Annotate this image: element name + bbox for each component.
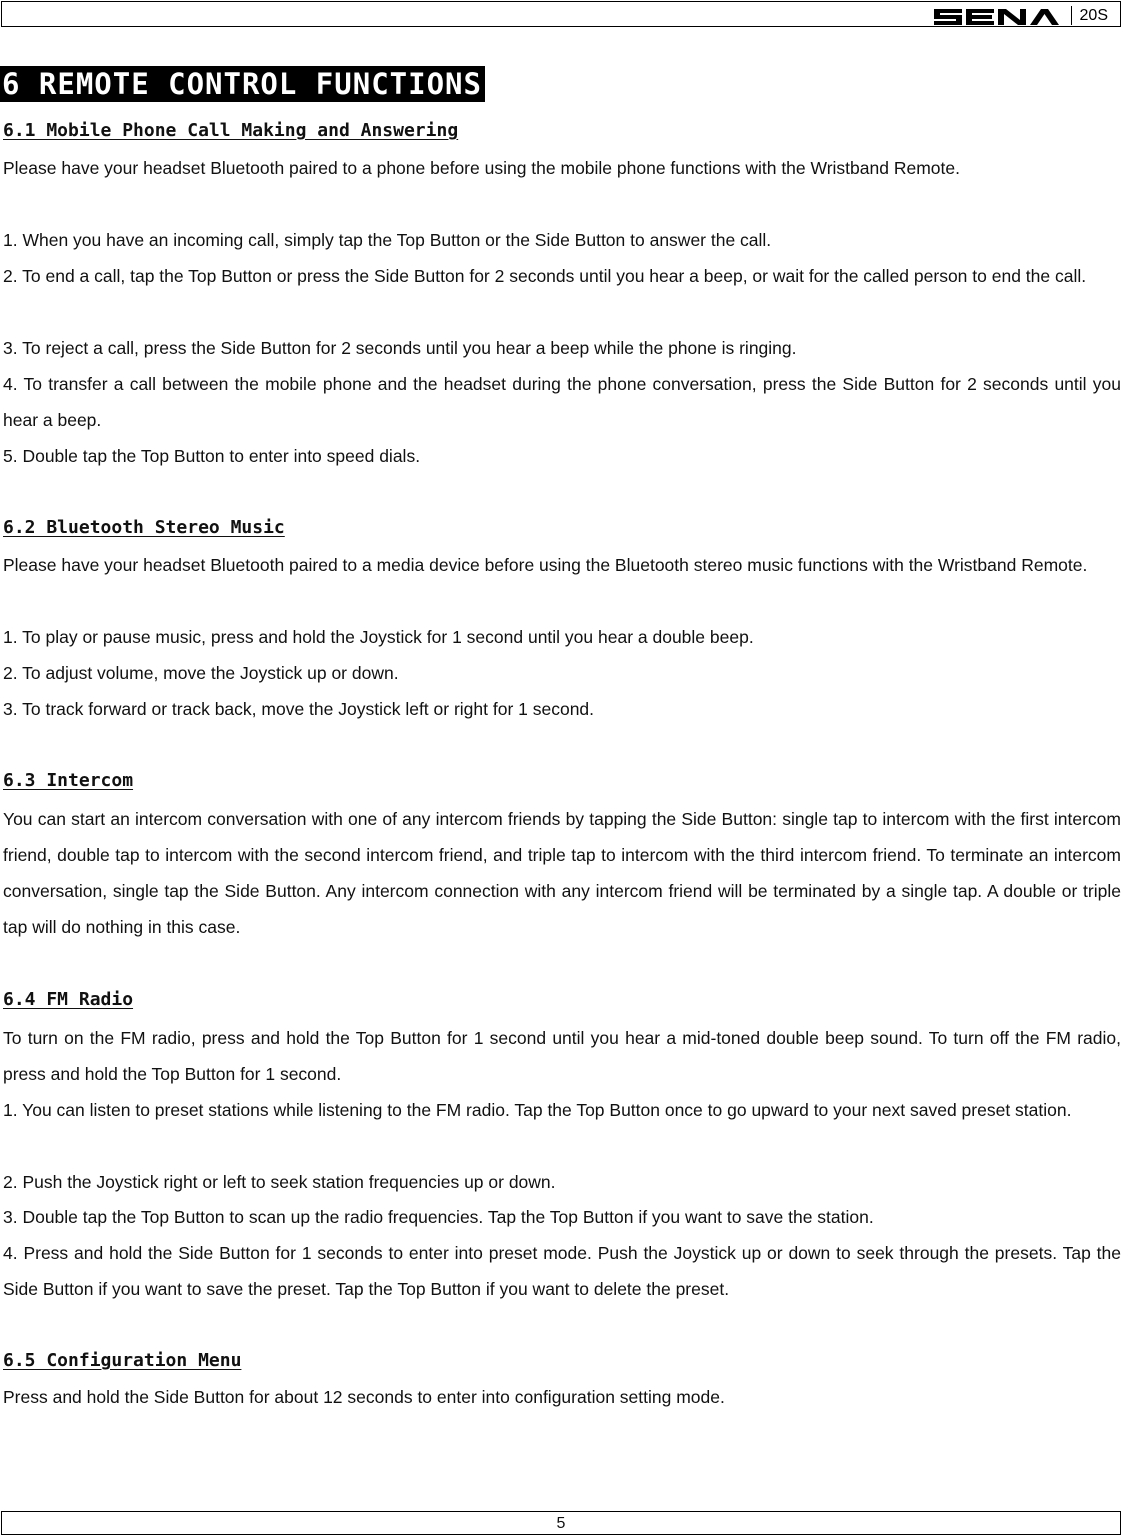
list-item: 3. To reject a call, press the Side Button for 2 seconds until you hear a beep while the phone is ringing. [3,338,797,358]
list-item: 3. To track forward or track back, move the Joystick left or right for 1 second. [3,699,595,719]
list-item: 3. Double tap the Top Button to scan up the radio frequencies. Tap the Top Button if you want to save the station. [3,1207,874,1227]
section-heading-6-3: 6.3 Intercom [3,770,134,791]
list-item: 1. You can listen to preset stations while listening to the FM radio. Tap the Top Button once to go upward to your next saved preset station. [3,1100,1072,1120]
page-footer [1,1511,1121,1535]
list-item: 2. Push the Joystick right or left to seek station frequencies up or down. [3,1172,556,1192]
sena-logo [932,5,1062,27]
section-heading-6-1: 6.1 Mobile Phone Call Making and Answering [3,120,459,141]
list-item: 2. To adjust volume, move the Joystick up or down. [3,663,399,683]
page-number: 5 [556,1515,566,1532]
section-heading-6-4: 6.4 FM Radio [3,989,134,1010]
section-heading-6-2: 6.2 Bluetooth Stereo Music [3,517,285,538]
section-6-3-body: You can start an intercom conversation with one of any intercom friends by tapping the Side Button: single tap to intercom with the first intercom friend, double tap to intercom with the second intercom friend, and triple tap to intercom with the third intercom friend. To terminate an intercom conversation, single tap the Side Button. Any intercom connection with any intercom friend will be terminated by a single tap. A double or triple tap will do nothing in this case. [3,809,1121,937]
chapter-title: 6 REMOTE CONTROL FUNCTIONS [0,66,485,102]
list-item: 4. Press and hold the Side Button for 1 seconds to enter into preset mode. Push the Joystick up or down to seek through the presets. Tap the Side Button if you want to save the preset. Tap the Top Button if you want to delete the preset. [3,1243,1121,1299]
list-item: 2. To end a call, tap the Top Button or press the Side Button for 2 seconds until you hear a beep, or wait for the called person to end the call. [3,266,1087,286]
section-6-5-body: Press and hold the Side Button for about 12 seconds to enter into configuration setting mode. [3,1387,725,1407]
list-item: 1. To play or pause music, press and hold the Joystick for 1 second until you hear a double beep. [3,627,754,647]
section-6-1-intro: Please have your headset Bluetooth paired to a phone before using the mobile phone functions with the Wristband Remote. [3,158,960,178]
list-item: 1. When you have an incoming call, simply tap the Top Button or the Side Button to answer the call. [3,230,772,250]
section-6-4-intro: To turn on the FM radio, press and hold the Top Button for 1 second until you hear a mid-toned double beep sound. To turn off the FM radio, press and hold the Top Button for 1 second. [3,1028,1121,1084]
model-label: 20S [1079,7,1108,24]
header-separator [1071,6,1073,25]
list-item: 4. To transfer a call between the mobile phone and the headset during the phone conversation, press the Side Button for 2 seconds until you hear a beep. [3,374,1121,430]
section-6-2-intro: Please have your headset Bluetooth paired to a media device before using the Bluetooth stereo music functions with the Wristband Remote. [3,555,1088,575]
section-heading-6-5: 6.5 Configuration Menu [3,1350,242,1371]
page-header [1,1,1121,27]
list-item: 5. Double tap the Top Button to enter into speed dials. [3,446,421,466]
